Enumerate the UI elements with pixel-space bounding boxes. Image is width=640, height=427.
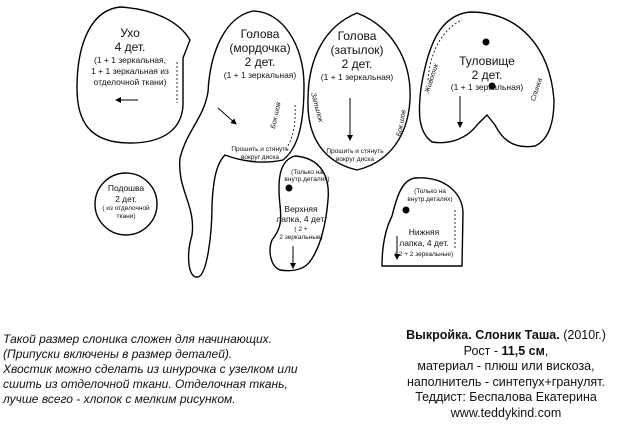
- sole-title: Подошва: [107, 183, 145, 193]
- upper-paw-inner-note-2: внутр.деталях): [284, 176, 330, 183]
- upper-paw-note-1: ( 2 +: [294, 226, 308, 233]
- sole-count: 2 дет.: [115, 194, 137, 204]
- head-back-note: (1 + 1 зеркальная): [320, 72, 394, 82]
- body-marker-dot-top: [483, 39, 490, 46]
- head-front-sew-note-2: вокруг диска: [240, 154, 280, 161]
- head-back-count: 2 дет.: [341, 57, 373, 71]
- credits-filler: наполнитель - синтепух+гранулят.: [407, 374, 605, 389]
- pattern-title: Выкройка. Слоник Таша.: [406, 328, 560, 342]
- upper-paw-note-2: 2 зеркальные): [279, 234, 323, 241]
- head-front-sew-note-1: Прошить и стянуть: [231, 146, 289, 153]
- upper-paw-marker-dot: [286, 185, 293, 192]
- height-value: 11,5 см: [501, 343, 545, 358]
- note-line-2: (Припуски включены в размер деталей).: [3, 347, 233, 361]
- ear-note-2: 1 + 1 зеркальная из: [91, 66, 169, 76]
- lower-paw-title-1: Нижняя: [408, 227, 440, 237]
- upper-paw-inner-note-1: (Только на: [291, 169, 323, 176]
- body-title: Туловище: [459, 54, 515, 68]
- lower-paw-inner-note-1: (Только на: [414, 188, 446, 195]
- body-note: (1 + 1 зеркальная): [450, 82, 524, 92]
- height-suffix: ,: [544, 343, 549, 358]
- head-front-dashed-seam: [285, 105, 295, 150]
- credits-material: материал - плюш или вискоза,: [417, 359, 595, 373]
- sole-note-1: ( из отделочной: [102, 205, 150, 212]
- head-back-subtitle: (затылок): [330, 43, 384, 57]
- height-label: Рост -: [463, 343, 499, 358]
- head-back-side-seam-label: Бок.шов: [396, 109, 408, 138]
- head-back-sew-note-2: вокруг диска: [335, 156, 375, 163]
- credits-site: www.teddykind.com: [450, 405, 562, 420]
- lower-paw-title-2: лапка, 4 дет.: [399, 238, 449, 248]
- head-front-count: 2 дет.: [244, 55, 276, 69]
- credits-author: Теддист: Беспалова Екатерина: [415, 390, 597, 404]
- credits-title-line: [376, 328, 636, 344]
- head-back-title: Голова: [337, 29, 377, 43]
- head-front-side-seam-label: Бок.шов: [270, 101, 283, 130]
- pattern-year: (2010г.): [563, 328, 606, 342]
- note-line-5: лучше всего - хлопок с мелким рисунком.: [3, 392, 236, 406]
- lower-paw-inner-note-2: внутр.деталях): [407, 196, 453, 203]
- credits-height-line: [376, 344, 636, 360]
- ear-count: 4 дет.: [114, 40, 146, 54]
- lower-paw-marker-dot: [403, 207, 410, 214]
- note-line-3: Хвостик можно сделать из шнурочка с узелком или: [3, 362, 298, 376]
- ear-note-3: отделочной ткани): [93, 77, 167, 87]
- head-front-note: (1 + 1 зеркальная): [223, 70, 297, 80]
- head-front-title: Голова: [240, 27, 280, 41]
- body-belly-label: Животик: [424, 62, 441, 95]
- body-count: 2 дет.: [471, 68, 503, 82]
- note-line-1: Такой размер слоника сложен для начинающих.: [3, 332, 272, 346]
- head-front-grain-arrow: [218, 108, 236, 124]
- head-front-subtitle: (мордочка): [229, 41, 291, 55]
- upper-paw-title-1: Верхняя: [284, 204, 318, 214]
- upper-paw-title-2: лапка, 4 дет.: [276, 214, 326, 224]
- ear-note-1: (1 + 1 зеркальная,: [94, 55, 166, 65]
- ear-title: Ухо: [120, 26, 140, 40]
- head-back-sew-note-1: Прошить и стянуть: [326, 148, 384, 155]
- head-back-nape-label: Затылок: [309, 92, 324, 124]
- note-line-4: сшить из отделочной ткани. Отделочная ткань,: [3, 377, 288, 391]
- lower-paw-note: ( 2 + 2 зеркальные): [394, 251, 454, 258]
- sole-note-2: ткани): [116, 213, 136, 220]
- pattern-credits: [376, 328, 636, 421]
- pattern-notes: [3, 332, 333, 407]
- body-back-label: Спинка: [530, 77, 545, 103]
